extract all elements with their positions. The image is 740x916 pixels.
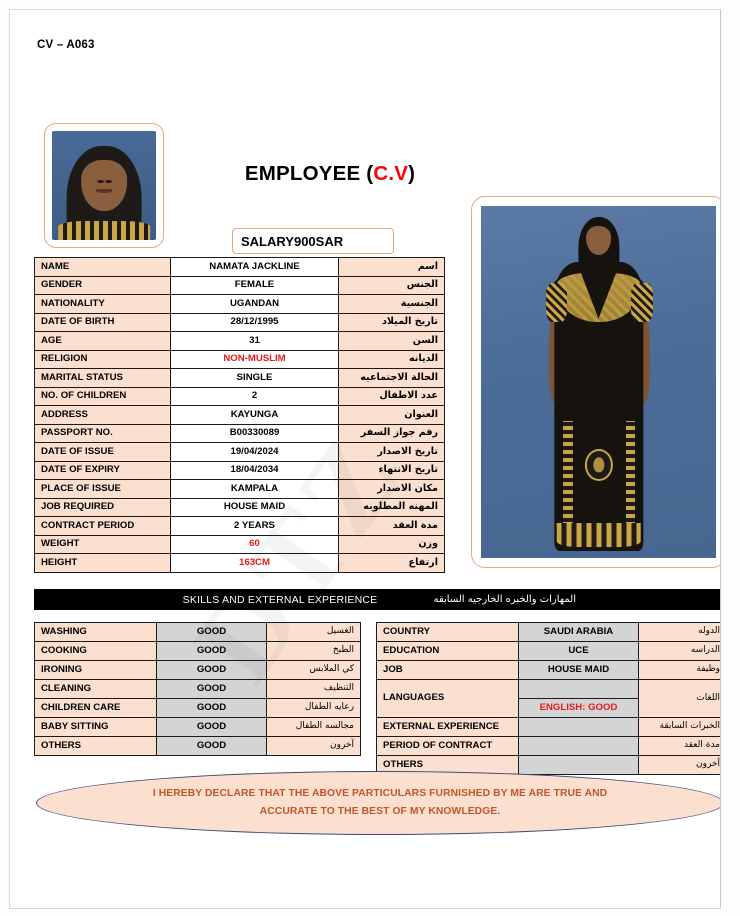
- personal-arabic-9: رقم جواز السفر: [339, 424, 445, 443]
- skill-value-1[interactable]: GOOD: [157, 642, 267, 661]
- table-row: [35, 517, 445, 536]
- experience-value-1[interactable]: UCE: [519, 642, 639, 661]
- skills-section-bar: [34, 589, 721, 610]
- skill-value-6[interactable]: GOOD: [157, 737, 267, 756]
- skill-label-0: WASHING: [35, 623, 157, 642]
- personal-value-10[interactable]: 19/04/2024: [171, 443, 339, 462]
- table-row: [35, 369, 445, 388]
- skills-section-title-ar: المهارات والخبره الخارجيه السابقه: [433, 594, 576, 605]
- table-row: [377, 661, 722, 680]
- table-row: [35, 424, 445, 443]
- salary-field[interactable]: [232, 228, 394, 254]
- personal-arabic-13: المهنه المطلوبه: [339, 498, 445, 517]
- personal-label-9: PASSPORT NO.: [35, 424, 171, 443]
- experience-value-3[interactable]: [519, 680, 639, 699]
- personal-value-7[interactable]: 2: [171, 387, 339, 406]
- fullbody-medallion: [584, 449, 612, 481]
- experience-arabic-1: الدراسه: [639, 642, 722, 661]
- experience-label-2: JOB: [377, 661, 519, 680]
- personal-arabic-4: السن: [339, 332, 445, 351]
- personal-label-16: HEIGHT: [35, 554, 171, 573]
- experience-label-7: OTHERS: [377, 756, 519, 775]
- personal-label-14: CONTRACT PERIOD: [35, 517, 171, 536]
- table-row: [35, 387, 445, 406]
- skill-label-4: CHILDREN CARE: [35, 699, 157, 718]
- declaration-ellipse: [36, 771, 721, 835]
- experience-value-2[interactable]: HOUSE MAID: [519, 661, 639, 680]
- skills-section-title-en: SKILLS AND EXTERNAL EXPERIENCE: [182, 593, 378, 606]
- table-row: [35, 461, 445, 480]
- experience-label-6: PERIOD OF CONTRACT: [377, 737, 519, 756]
- personal-value-12[interactable]: KAMPALA: [171, 480, 339, 499]
- personal-arabic-0: اسم: [339, 258, 445, 277]
- personal-arabic-3: تاريخ الميلاد: [339, 313, 445, 332]
- skill-value-4[interactable]: GOOD: [157, 699, 267, 718]
- skill-label-6: OTHERS: [35, 737, 157, 756]
- personal-label-11: DATE OF EXPIRY: [35, 461, 171, 480]
- personal-label-1: GENDER: [35, 276, 171, 295]
- personal-label-6: MARITAL STATUS: [35, 369, 171, 388]
- skill-value-0[interactable]: GOOD: [157, 623, 267, 642]
- skill-arabic-3: التنظيف: [267, 680, 361, 699]
- table-row: [377, 737, 722, 756]
- skill-label-1: COOKING: [35, 642, 157, 661]
- fullbody-sleeve-right: [631, 283, 652, 322]
- personal-value-8[interactable]: KAYUNGA: [171, 406, 339, 425]
- headshot-eye-left: [97, 180, 104, 183]
- table-row: [35, 699, 361, 718]
- personal-value-4[interactable]: 31: [171, 332, 339, 351]
- table-row: [35, 737, 361, 756]
- personal-label-5: RELIGION: [35, 350, 171, 369]
- personal-arabic-2: الجنسية: [339, 295, 445, 314]
- page-title-close: ): [408, 162, 416, 185]
- personal-value-6[interactable]: SINGLE: [171, 369, 339, 388]
- experience-label-5: EXTERNAL EXPERIENCE: [377, 718, 519, 737]
- experience-label-0: COUNTRY: [377, 623, 519, 642]
- table-row: [377, 680, 722, 699]
- personal-arabic-11: تاريخ الانتهاء: [339, 461, 445, 480]
- personal-label-10: DATE OF ISSUE: [35, 443, 171, 462]
- personal-arabic-7: عدد الاطفال: [339, 387, 445, 406]
- headshot-mouth: [96, 189, 112, 193]
- personal-arabic-6: الحالة الاجتماعيه: [339, 369, 445, 388]
- table-row: [35, 642, 361, 661]
- headshot-frame: [44, 123, 164, 248]
- table-row: [35, 406, 445, 425]
- page-title-cv: C.V: [373, 162, 409, 185]
- headshot-eye-right: [105, 180, 112, 183]
- salary-value: SALARY900SAR: [241, 233, 344, 249]
- table-row: [35, 258, 445, 277]
- table-row: [35, 680, 361, 699]
- skill-label-5: BABY SITTING: [35, 718, 157, 737]
- personal-value-16[interactable]: 163CM: [171, 554, 339, 573]
- table-row: [35, 498, 445, 517]
- table-row: [35, 718, 361, 737]
- personal-label-4: AGE: [35, 332, 171, 351]
- personal-value-0[interactable]: NAMATA JACKLINE: [171, 258, 339, 277]
- skill-value-5[interactable]: GOOD: [157, 718, 267, 737]
- personal-value-2[interactable]: UGANDAN: [171, 295, 339, 314]
- personal-value-14[interactable]: 2 YEARS: [171, 517, 339, 536]
- headshot-collar: [58, 221, 150, 240]
- table-row: [35, 295, 445, 314]
- personal-arabic-8: العنوان: [339, 406, 445, 425]
- personal-arabic-5: الديانه: [339, 350, 445, 369]
- skill-arabic-0: الغسيل: [267, 623, 361, 642]
- skill-label-2: IRONING: [35, 661, 157, 680]
- personal-label-0: NAME: [35, 258, 171, 277]
- table-row: [377, 718, 722, 737]
- experience-value-4[interactable]: ENGLISH: GOOD: [519, 699, 639, 718]
- skills-table: [34, 622, 361, 756]
- table-row: [35, 661, 361, 680]
- personal-value-11[interactable]: 18/04/2034: [171, 461, 339, 480]
- personal-value-5[interactable]: NON-MUSLIM: [171, 350, 339, 369]
- personal-arabic-16: ارتفاع: [339, 554, 445, 573]
- personal-label-7: NO. OF CHILDREN: [35, 387, 171, 406]
- personal-label-13: JOB REQUIRED: [35, 498, 171, 517]
- skill-arabic-2: كي الملابس: [267, 661, 361, 680]
- page-title-main: EMPLOYEE (: [244, 162, 374, 185]
- page-title: [200, 162, 460, 186]
- experience-arabic-7: آخرون: [639, 756, 722, 775]
- experience-arabic-3: اللغات: [639, 680, 722, 718]
- document-id: CV – A063: [37, 39, 95, 51]
- skill-value-3[interactable]: GOOD: [157, 680, 267, 699]
- experience-value-0[interactable]: SAUDI ARABIA: [519, 623, 639, 642]
- cv-page: [9, 9, 721, 909]
- experience-arabic-2: وظيفة: [639, 661, 722, 680]
- fullbody-stripe-right: [626, 421, 635, 527]
- table-row: [377, 642, 722, 661]
- table-row: [35, 350, 445, 369]
- personal-arabic-12: مكان الاصدار: [339, 480, 445, 499]
- table-row: [35, 623, 361, 642]
- personal-label-15: WEIGHT: [35, 535, 171, 554]
- experience-value-5[interactable]: [519, 718, 639, 737]
- fullbody-photo: [481, 206, 716, 558]
- personal-arabic-1: الجنس: [339, 276, 445, 295]
- experience-table: [376, 622, 721, 775]
- personal-value-15[interactable]: 60: [171, 535, 339, 554]
- table-row: [35, 276, 445, 295]
- fullbody-photo-frame: [471, 196, 721, 568]
- fullbody-stripe-left: [563, 421, 572, 527]
- table-row: [35, 480, 445, 499]
- experience-arabic-6: مدة العقد: [639, 737, 722, 756]
- experience-arabic-0: الدوله: [639, 623, 722, 642]
- skill-arabic-1: الطبخ: [267, 642, 361, 661]
- experience-value-6[interactable]: [519, 737, 639, 756]
- declaration-line-1: I HEREBY DECLARE THAT THE ABOVE PARTICULARS FURNISHED BY ME ARE TRUE AND: [152, 787, 608, 799]
- fullbody-sleeve-left: [546, 283, 567, 322]
- skill-value-2[interactable]: GOOD: [157, 661, 267, 680]
- personal-value-1[interactable]: FEMALE: [171, 276, 339, 295]
- table-row: [35, 332, 445, 351]
- table-row: [35, 443, 445, 462]
- personal-label-8: ADDRESS: [35, 406, 171, 425]
- declaration-line-2: ACCURATE TO THE BEST OF MY KNOWLEDGE.: [259, 806, 501, 817]
- experience-label-1: EDUCATION: [377, 642, 519, 661]
- personal-value-3[interactable]: 28/12/1995: [171, 313, 339, 332]
- personal-label-12: PLACE OF ISSUE: [35, 480, 171, 499]
- table-row: [35, 535, 445, 554]
- personal-arabic-10: تاريخ الاصدار: [339, 443, 445, 462]
- headshot-photo: [52, 131, 156, 240]
- skill-arabic-5: مجالسه الطفال: [267, 718, 361, 737]
- fullbody-hem-pattern: [556, 523, 641, 548]
- table-row: [377, 623, 722, 642]
- skill-arabic-6: آخرون: [267, 737, 361, 756]
- declaration-text: [140, 785, 620, 821]
- personal-arabic-14: مدة العقد: [339, 517, 445, 536]
- personal-label-2: NATIONALITY: [35, 295, 171, 314]
- skill-label-3: CLEANING: [35, 680, 157, 699]
- table-row: [35, 554, 445, 573]
- personal-value-13[interactable]: HOUSE MAID: [171, 498, 339, 517]
- skill-arabic-4: رعايه الطفال: [267, 699, 361, 718]
- personal-arabic-15: وزن: [339, 535, 445, 554]
- experience-label-3: LANGUAGES: [377, 680, 519, 718]
- personal-value-9[interactable]: B00330089: [171, 424, 339, 443]
- personal-info-table: [34, 257, 445, 573]
- experience-value-7[interactable]: [519, 756, 639, 775]
- personal-label-3: DATE OF BIRTH: [35, 313, 171, 332]
- experience-arabic-5: الخبرات السابقة: [639, 718, 722, 737]
- table-row: [35, 313, 445, 332]
